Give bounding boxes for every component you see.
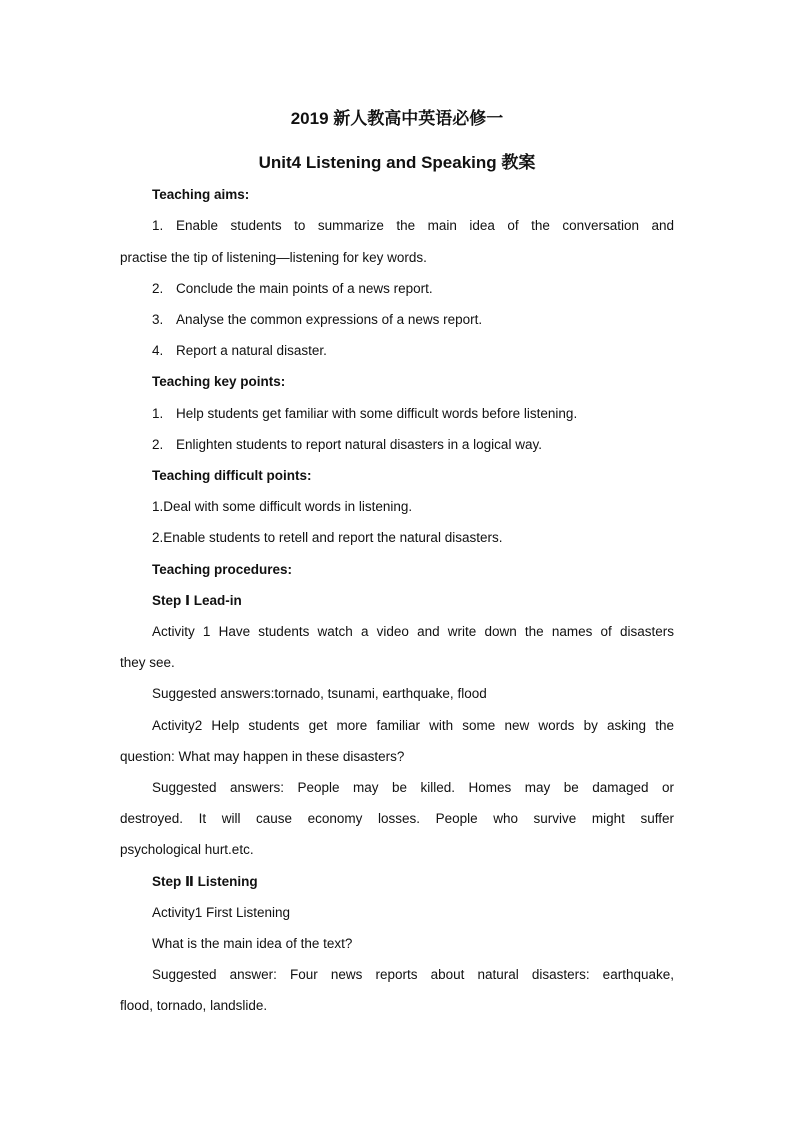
aims-item-1-line-1: 1. Enable students to summarize the main idea of the conversation and [152, 218, 674, 233]
key-points-item-2: 2. Enlighten students to report natural disasters in a logical way. [152, 437, 542, 452]
document-title: 2019 新人教高中英语必修一 [290, 109, 504, 128]
step-1-heading: Step Ⅰ Lead-in [152, 593, 242, 608]
answer-3-line-1: Suggested answer: Four news reports about natural disasters: earthquake, [152, 967, 674, 982]
activity-2-line-1: Activity2 Help students get more familiar with some new words by asking the [152, 718, 674, 733]
answer-1: Suggested answers:tornado, tsunami, earthquake, flood [152, 686, 487, 701]
key-points-item-1: 1. Help students get familiar with some difficult words before listening. [152, 406, 578, 421]
aims-item-3: 3. Analyse the common expressions of a news report. [152, 312, 483, 327]
difficult-points-item-1: 1.Deal with some difficult words in listening. [152, 499, 413, 514]
key-points-heading: Teaching key points: [152, 374, 286, 389]
aims-item-2: 2. Conclude the main points of a news report. [152, 281, 433, 296]
activity-2-line-2: question: What may happen in these disasters? [120, 749, 405, 764]
difficult-points-item-2: 2.Enable students to retell and report the natural disasters. [152, 530, 503, 545]
activity-3: Activity1 First Listening [152, 905, 291, 920]
step-2-heading: Step Ⅱ Listening [152, 874, 258, 889]
answer-2-line-2: destroyed. It will cause economy losses. People who survive might suffer [120, 811, 674, 826]
procedures-heading: Teaching procedures: [152, 562, 293, 577]
teaching-aims-heading: Teaching aims: [152, 187, 250, 202]
difficult-points-heading: Teaching difficult points: [152, 468, 312, 483]
aims-item-1-line-2: practise the tip of listening—listening for key words. [120, 250, 427, 265]
activity-1-line-1: Activity 1 Have students watch a video and write down the names of disasters [152, 624, 674, 639]
document-subtitle: Unit4 Listening and Speaking 教案 [258, 153, 536, 172]
question-3: What is the main idea of the text? [152, 936, 353, 951]
aims-item-4: 4. Report a natural disaster. [152, 343, 327, 358]
answer-2-line-3: psychological hurt.etc. [120, 842, 254, 857]
activity-1-line-2: they see. [120, 655, 175, 670]
answer-3-line-2: flood, tornado, landslide. [120, 998, 268, 1013]
answer-2-line-1: Suggested answers: People may be killed. Homes may be damaged or [152, 780, 674, 795]
